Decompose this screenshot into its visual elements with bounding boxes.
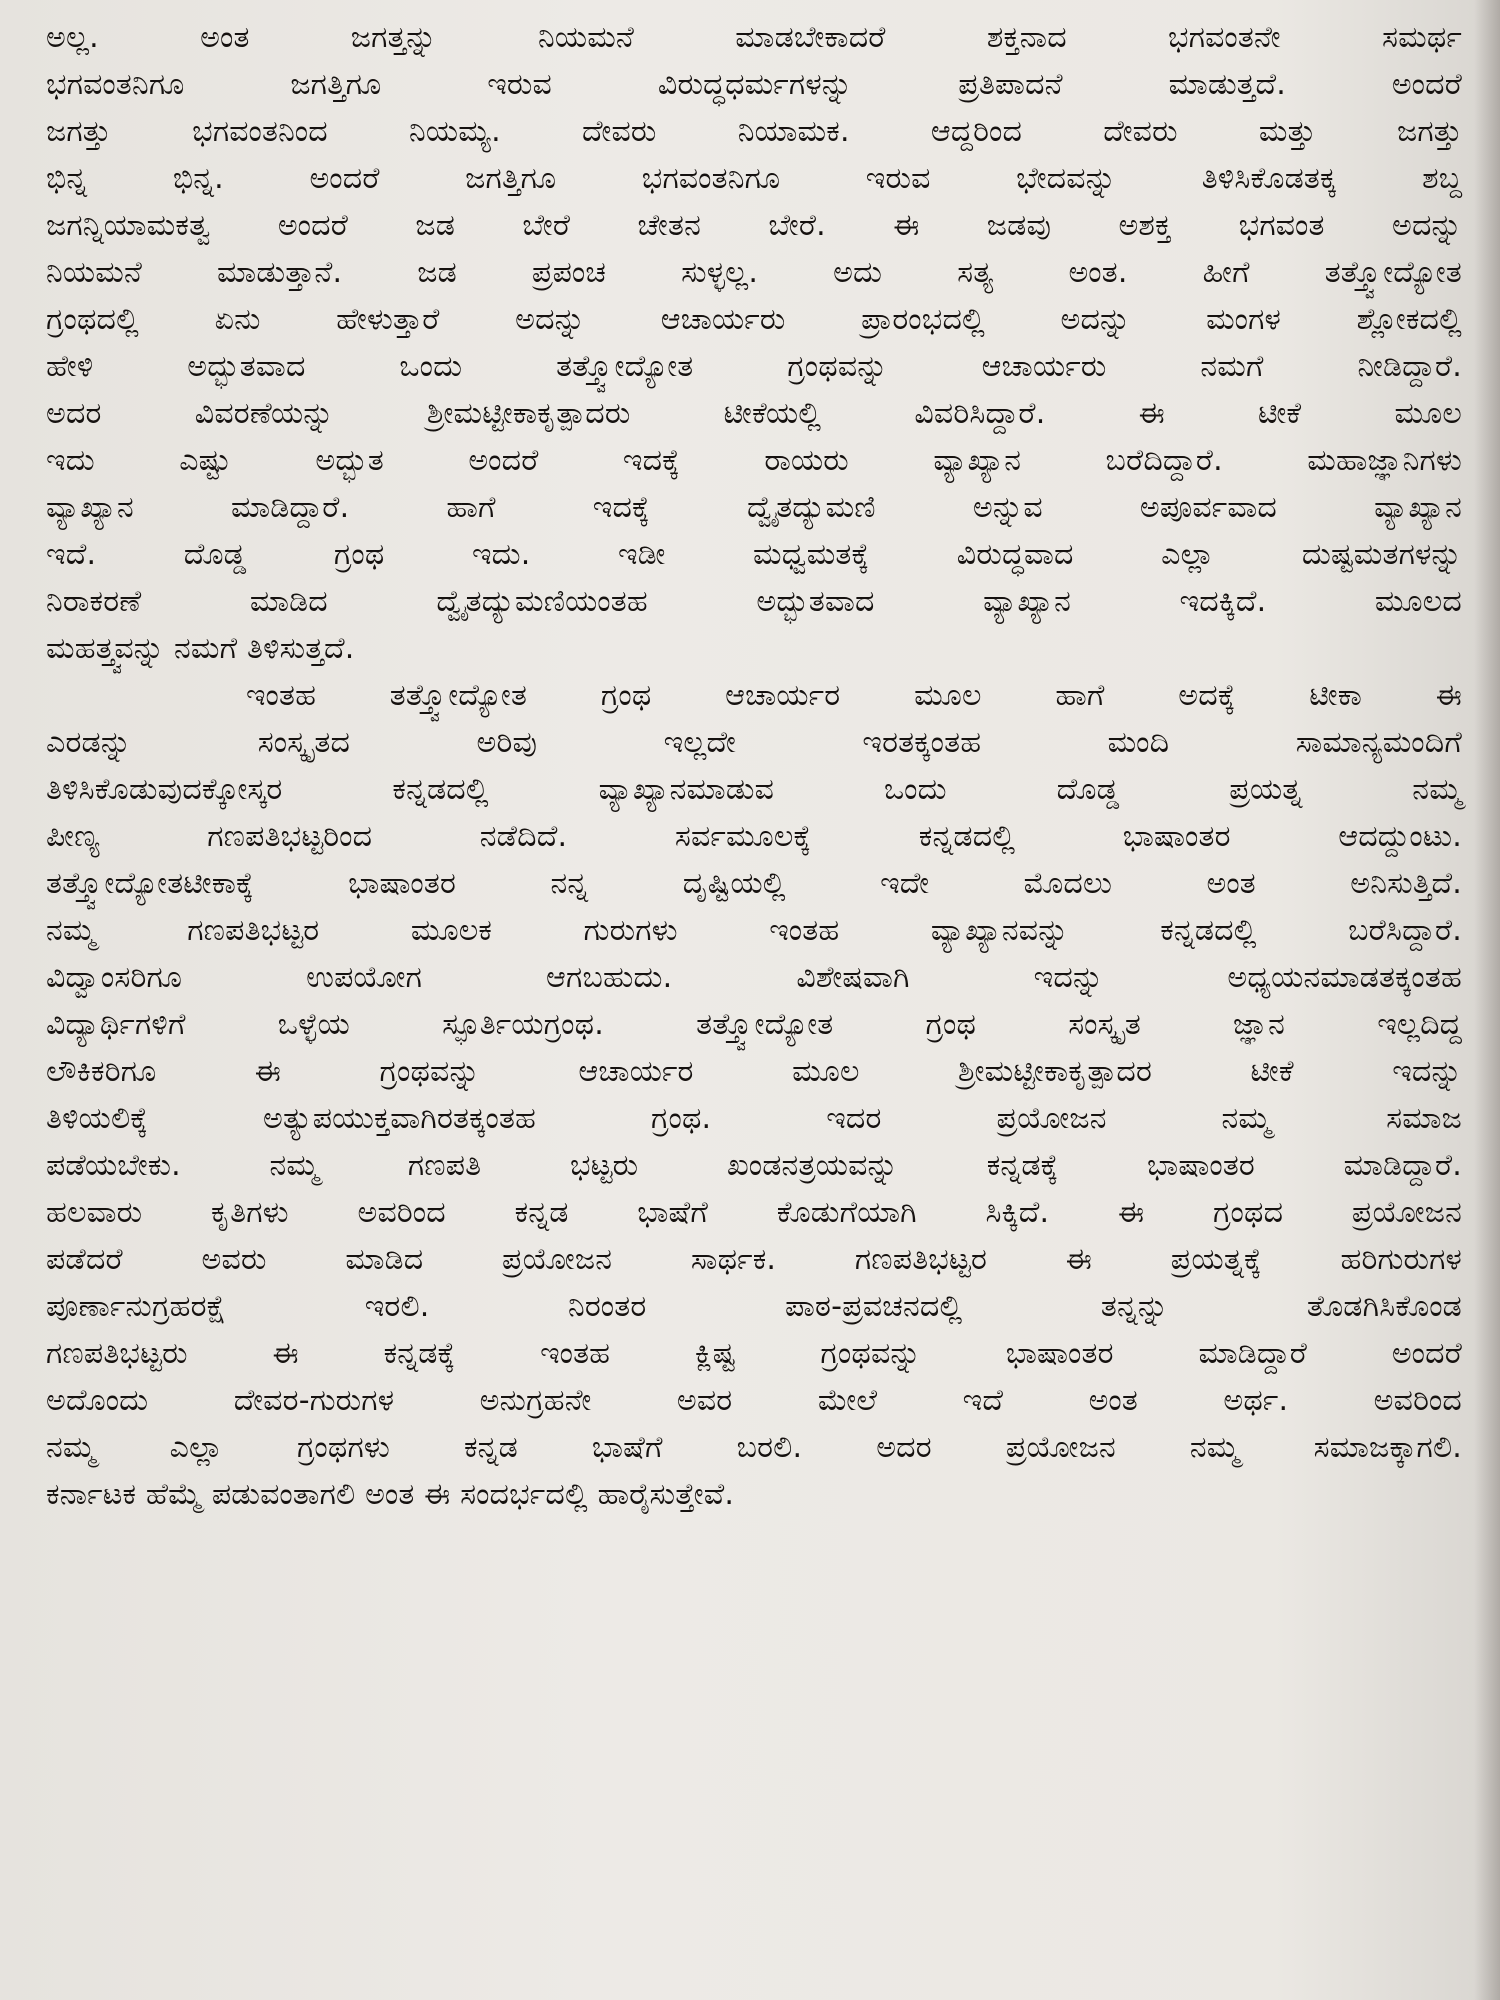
body-text bbox=[46, 14, 1462, 1518]
text-line: ವ್ಯಾಖ್ಯಾನ ಮಾಡಿದ್ದಾರೆ. ಹಾಗೆ ಇದಕ್ಕೆ ದ್ವೈತದ್ಯುಮಣಿ ಅನ್ನುವ ಅಪೂರ್ವವಾದ ವ್ಯಾಖ್ಯಾನ bbox=[46, 490, 1462, 525]
text-line: ನಮ್ಮ ಗಣಪತಿಭಟ್ಟರ ಮೂಲಕ ಗುರುಗಳು ಇಂತಹ ವ್ಯಾಖ್ಯಾನವನ್ನು ಕನ್ನಡದಲ್ಲಿ ಬರೆಸಿದ್ದಾರೆ. bbox=[46, 913, 1462, 948]
text-line: ಲೌಕಿಕರಿಗೂ ಈ ಗ್ರಂಥವನ್ನು ಆಚಾರ್ಯರ ಮೂಲ ಶ್ರೀಮಟ್ಟೀಕಾಕೃತ್ಪಾದರ ಟೀಕೆ ಇದನ್ನು bbox=[46, 1054, 1462, 1089]
text-line: ಅಲ್ಲ. ಅಂತ ಜಗತ್ತನ್ನು ನಿಯಮನೆ ಮಾಡಬೇಕಾದರೆ ಶಕ್ತನಾದ ಭಗವಂತನೇ ಸಮರ್ಥ bbox=[46, 20, 1462, 55]
text-line: ಜಗತ್ತು ಭಗವಂತನಿಂದ ನಿಯಮ್ಯ. ದೇವರು ನಿಯಾಮಕ. ಆದ್ದರಿಂದ ದೇವರು ಮತ್ತು ಜಗತ್ತು bbox=[46, 114, 1462, 149]
paragraph-end-line: ಮಹತ್ತ್ವವನ್ನು ನಮಗೆ ತಿಳಿಸುತ್ತದೆ. bbox=[46, 631, 355, 666]
text-line: ಪಡೆಯಬೇಕು. ನಮ್ಮ ಗಣಪತಿ ಭಟ್ಟರು ಖಂಡನತ್ರಯವನ್ನು ಕನ್ನಡಕ್ಕೆ ಭಾಷಾಂತರ ಮಾಡಿದ್ದಾರೆ. bbox=[46, 1148, 1462, 1183]
text-line: ತತ್ತ್ವೋದ್ಯೋತಟೀಕಾಕ್ಕೆ ಭಾಷಾಂತರ ನನ್ನ ದೃಷ್ಟಿಯಲ್ಲಿ ಇದೇ ಮೊದಲು ಅಂತ ಅನಿಸುತ್ತಿದೆ. bbox=[46, 866, 1462, 901]
text-line: ಭಿನ್ನ ಭಿನ್ನ. ಅಂದರೆ ಜಗತ್ತಿಗೂ ಭಗವಂತನಿಗೂ ಇರುವ ಭೇದವನ್ನು ತಿಳಿಸಿಕೊಡತಕ್ಕ ಶಬ್ದ bbox=[46, 161, 1462, 196]
text-line: ನಿಯಮನೆ ಮಾಡುತ್ತಾನೆ. ಜಡ ಪ್ರಪಂಚ ಸುಳ್ಳಲ್ಲ. ಅದು ಸತ್ಯ ಅಂತ. ಹೀಗೆ ತತ್ತ್ವೋದ್ಯೋತ bbox=[46, 255, 1462, 290]
text-line: ಎರಡನ್ನು ಸಂಸ್ಕೃತದ ಅರಿವು ಇಲ್ಲದೇ ಇರತಕ್ಕಂತಹ ಮಂದಿ ಸಾಮಾನ್ಯಮಂದಿಗೆ bbox=[46, 725, 1462, 760]
text-line: ಹಲವಾರು ಕೃತಿಗಳು ಅವರಿಂದ ಕನ್ನಡ ಭಾಷೆಗೆ ಕೊಡುಗೆಯಾಗಿ ಸಿಕ್ಕಿದೆ. ಈ ಗ್ರಂಥದ ಪ್ರಯೋಜನ bbox=[46, 1195, 1462, 1230]
text-line: ನಮ್ಮ ಎಲ್ಲಾ ಗ್ರಂಥಗಳು ಕನ್ನಡ ಭಾಷೆಗೆ ಬರಲಿ. ಅದರ ಪ್ರಯೋಜನ ನಮ್ಮ ಸಮಾಜಕ್ಕಾಗಲಿ. bbox=[46, 1430, 1462, 1465]
text-line: ತಿಳಿಯಲಿಕ್ಕೆ ಅತ್ಯುಪಯುಕ್ತವಾಗಿರತಕ್ಕಂತಹ ಗ್ರಂಥ. ಇದರ ಪ್ರಯೋಜನ ನಮ್ಮ ಸಮಾಜ bbox=[46, 1101, 1462, 1136]
text-line: ಜಗನ್ನಿಯಾಮಕತ್ವ ಅಂದರೆ ಜಡ ಬೇರೆ ಚೇತನ ಬೇರೆ. ಈ ಜಡವು ಅಶಕ್ತ ಭಗವಂತ ಅದನ್ನು bbox=[46, 208, 1462, 243]
text-line: ಅದರ ವಿವರಣೆಯನ್ನು ಶ್ರೀಮಟ್ಟೀಕಾಕೃತ್ಪಾದರು ಟೀಕೆಯಲ್ಲಿ ವಿವರಿಸಿದ್ದಾರೆ. ಈ ಟೀಕೆ ಮೂಲ bbox=[46, 396, 1462, 431]
text-line: ಪಡೆದರೆ ಅವರು ಮಾಡಿದ ಪ್ರಯೋಜನ ಸಾರ್ಥಕ. ಗಣಪತಿಭಟ್ಟರ ಈ ಪ್ರಯತ್ನಕ್ಕೆ ಹರಿಗುರುಗಳ bbox=[46, 1242, 1462, 1277]
text-line: ವಿದ್ಯಾರ್ಥಿಗಳಿಗೆ ಒಳ್ಳೆಯ ಸ್ಫೂರ್ತಿಯಗ್ರಂಥ. ತತ್ತ್ವೋದ್ಯೋತ ಗ್ರಂಥ ಸಂಸ್ಕೃತ ಜ್ಞಾನ ಇಲ್ಲದಿದ್ದ bbox=[46, 1007, 1462, 1042]
text-line: ಅದೊಂದು ದೇವರ-ಗುರುಗಳ ಅನುಗ್ರಹನೇ ಅವರ ಮೇಲೆ ಇದೆ ಅಂತ ಅರ್ಥ. ಅವರಿಂದ bbox=[46, 1383, 1462, 1418]
text-line: ವಿದ್ವಾಂಸರಿಗೂ ಉಪಯೋಗ ಆಗಬಹುದು. ವಿಶೇಷವಾಗಿ ಇದನ್ನು ಅಧ್ಯಯನಮಾಡತಕ್ಕಂತಹ bbox=[46, 960, 1462, 995]
text-line: ನಿರಾಕರಣೆ ಮಾಡಿದ ದ್ವೈತದ್ಯುಮಣಿಯಂತಹ ಅದ್ಭುತವಾದ ವ್ಯಾಖ್ಯಾನ ಇದಕ್ಕಿದೆ. ಮೂಲದ bbox=[46, 584, 1462, 619]
text-line: ಗಣಪತಿಭಟ್ಟರು ಈ ಕನ್ನಡಕ್ಕೆ ಇಂತಹ ಕ್ಲಿಷ್ಟ ಗ್ರಂಥವನ್ನು ಭಾಷಾಂತರ ಮಾಡಿದ್ದಾರೆ ಅಂದರೆ bbox=[46, 1336, 1462, 1371]
text-line: ಪೀಣ್ಯ ಗಣಪತಿಭಟ್ಟರಿಂದ ನಡೆದಿದೆ. ಸರ್ವಮೂಲಕ್ಕೆ ಕನ್ನಡದಲ್ಲಿ ಭಾಷಾಂತರ ಆದದ್ದುಂಟು. bbox=[46, 819, 1462, 854]
text-line: ಗ್ರಂಥದಲ್ಲಿ ಏನು ಹೇಳುತ್ತಾರೆ ಅದನ್ನು ಆಚಾರ್ಯರು ಪ್ರಾರಂಭದಲ್ಲಿ ಅದನ್ನು ಮಂಗಳ ಶ್ಲೋಕದಲ್ಲಿ bbox=[46, 302, 1462, 337]
text-line: ಭಗವಂತನಿಗೂ ಜಗತ್ತಿಗೂ ಇರುವ ವಿರುದ್ಧಧರ್ಮಗಳನ್ನು ಪ್ರತಿಪಾದನೆ ಮಾಡುತ್ತದೆ. ಅಂದರೆ bbox=[46, 67, 1462, 102]
paragraph-start-line: ಇಂತಹ ತತ್ತ್ವೋದ್ಯೋತ ಗ್ರಂಥ ಆಚಾರ್ಯರ ಮೂಲ ಹಾಗೆ ಅದಕ್ಕೆ ಟೀಕಾ ಈ bbox=[246, 678, 1462, 713]
text-line: ಹೇಳಿ ಅದ್ಭುತವಾದ ಒಂದು ತತ್ತ್ವೋದ್ಯೋತ ಗ್ರಂಥವನ್ನು ಆಚಾರ್ಯರು ನಮಗೆ ನೀಡಿದ್ದಾರೆ. bbox=[46, 349, 1462, 384]
paragraph-end-line: ಕರ್ನಾಟಕ ಹೆಮ್ಮೆ ಪಡುವಂತಾಗಲಿ ಅಂತ ಈ ಸಂದರ್ಭದಲ್ಲಿ ಹಾರೈಸುತ್ತೇವೆ. bbox=[46, 1477, 735, 1512]
text-line: ತಿಳಿಸಿಕೊಡುವುದಕ್ಕೋಸ್ಕರ ಕನ್ನಡದಲ್ಲಿ ವ್ಯಾಖ್ಯಾನಮಾಡುವ ಒಂದು ದೊಡ್ಡ ಪ್ರಯತ್ನ ನಮ್ಮ bbox=[46, 772, 1462, 807]
text-line: ಪೂರ್ಣಾನುಗ್ರಹರಕ್ಷೆ ಇರಲಿ. ನಿರಂತರ ಪಾಠ-ಪ್ರವಚನದಲ್ಲಿ ತನ್ನನ್ನು ತೊಡಗಿಸಿಕೊಂಡ bbox=[46, 1289, 1462, 1324]
text-line: ಇದು ಎಷ್ಟು ಅದ್ಭುತ ಅಂದರೆ ಇದಕ್ಕೆ ರಾಯರು ವ್ಯಾಖ್ಯಾನ ಬರೆದಿದ್ದಾರೆ. ಮಹಾಜ್ಞಾನಿಗಳು bbox=[46, 443, 1462, 478]
text-line: ಇದೆ. ದೊಡ್ಡ ಗ್ರಂಥ ಇದು. ಇಡೀ ಮಧ್ವಮತಕ್ಕೆ ವಿರುದ್ಧವಾದ ಎಲ್ಲಾ ದುಷ್ಟಮತಗಳನ್ನು bbox=[46, 537, 1462, 572]
